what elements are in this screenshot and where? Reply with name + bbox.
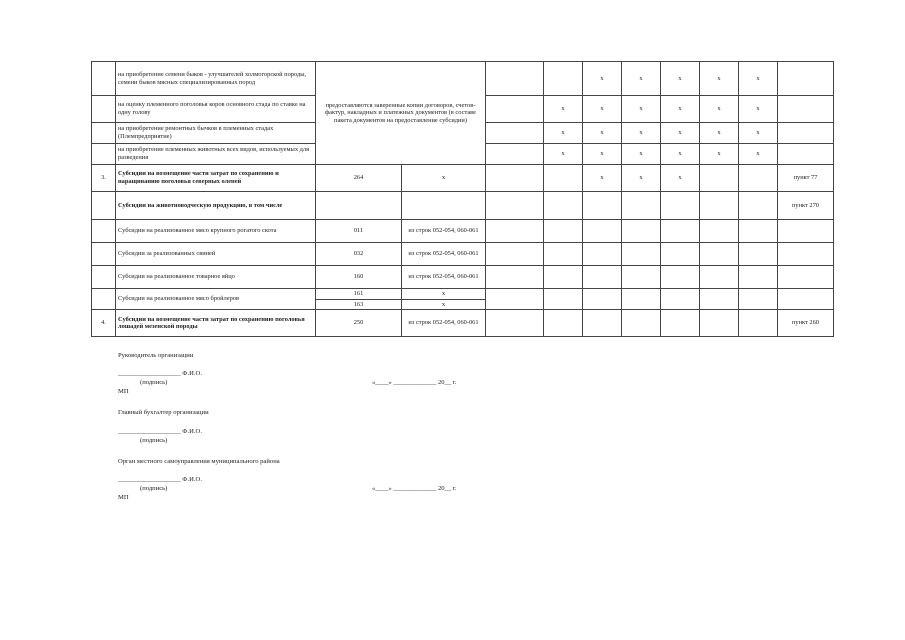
table-row — [92, 165, 834, 192]
table-row — [92, 289, 834, 300]
row-number — [92, 123, 116, 144]
table-row — [92, 243, 834, 266]
cross-mark: х — [661, 62, 700, 96]
row-note: пункт 270 — [778, 192, 834, 220]
head-title: Руководитель организации — [118, 352, 194, 359]
cross-mark: х — [661, 123, 700, 144]
cross-mark: х — [583, 62, 622, 96]
cross-mark: х — [661, 96, 700, 123]
row-code: 160 — [316, 266, 402, 289]
row-number — [92, 243, 116, 266]
municipal-date-line: «____» _____________ 20__ г. — [372, 485, 457, 492]
cross-mark: х — [583, 96, 622, 123]
row-name: Субсидии на возмещение части затрат по сохранению поголовья лошадей мезенской породы — [116, 310, 316, 337]
municipal-mp: МП — [118, 494, 129, 501]
accountant-title: Главный бухгалтер организации — [118, 409, 209, 416]
row-number — [92, 144, 116, 165]
row-name: Субсидии на реализованное товарное яйцо — [116, 266, 316, 289]
row-ref: из строк 052-054, 060-061 — [402, 220, 486, 243]
cross-mark: х — [583, 144, 622, 165]
row-number — [92, 266, 116, 289]
row-code: 264 — [316, 165, 402, 192]
table-row — [92, 192, 834, 220]
table-row — [92, 310, 834, 337]
row-name: на оценку племенного поголовья коров основного стада по ставке на одну голову — [116, 96, 316, 123]
cross-mark: х — [583, 165, 622, 192]
row-number — [92, 192, 116, 220]
head-mp: МП — [118, 388, 129, 395]
row-ref: х — [402, 289, 486, 300]
row-ref: х — [402, 299, 486, 310]
cross-mark: х — [739, 123, 778, 144]
cross-mark: х — [661, 165, 700, 192]
row-name: Субсидии на реализованное мясо бройлеров — [116, 289, 316, 310]
row-name: на приобретение ремонтных бычков в племенных стадах (Племпредприятие) — [116, 123, 316, 144]
row-number: 4. — [92, 310, 116, 337]
row-code: 161 — [316, 289, 402, 300]
cross-mark: х — [739, 96, 778, 123]
row-number — [92, 96, 116, 123]
accountant-sign-line: ___________________ Ф.И.О. — [118, 428, 202, 435]
row-ref: из строк 052-054, 060-061 — [402, 243, 486, 266]
cross-mark: х — [544, 144, 583, 165]
row-ref: х — [402, 165, 486, 192]
row-code: 011 — [316, 220, 402, 243]
row-note: пункт 260 — [778, 310, 834, 337]
cross-mark: х — [544, 123, 583, 144]
cross-mark: х — [700, 123, 739, 144]
cross-mark: х — [622, 123, 661, 144]
cross-mark: х — [700, 96, 739, 123]
cross-mark: х — [622, 62, 661, 96]
table-row — [92, 220, 834, 243]
row-ref: из строк 052-054, 060-061 — [402, 266, 486, 289]
head-sign-line: ___________________ Ф.И.О. — [118, 370, 202, 377]
row-ref: из строк 052-054, 060-061 — [402, 310, 486, 337]
row-note: пункт 77 — [778, 165, 834, 192]
row-name: Субсидии на животноводческую продукцию, в том числе — [116, 192, 316, 220]
cross-mark: х — [622, 144, 661, 165]
row-number — [92, 220, 116, 243]
row-code: 032 — [316, 243, 402, 266]
cross-mark: х — [739, 144, 778, 165]
cross-mark: х — [739, 62, 778, 96]
municipal-sign-caption: (подпись) — [140, 485, 168, 492]
subsidy-table — [91, 61, 834, 337]
table-row — [92, 62, 834, 96]
cross-mark: х — [661, 144, 700, 165]
cross-mark: х — [583, 123, 622, 144]
cross-mark: х — [700, 144, 739, 165]
row-code: 250 — [316, 310, 402, 337]
row-name: Субсидии на реализованное мясо крупного рогатого скота — [116, 220, 316, 243]
table-row — [92, 266, 834, 289]
shared-note: предоставляются заверенные копии договоров, счетов-фактур, накладных и платежных документов (в составе пакета документов на предоставление субсидии) — [316, 62, 486, 165]
row-name: на приобретение семени быков - улучшателей холмогорской породы, семени быков мясных специализированных пород — [116, 62, 316, 96]
cross-mark: х — [544, 96, 583, 123]
cross-mark: х — [700, 62, 739, 96]
row-name: Субсидии за реализованных свиней — [116, 243, 316, 266]
head-sign-caption: (подпись) — [140, 379, 168, 386]
row-code: 163 — [316, 299, 402, 310]
row-number — [92, 289, 116, 310]
row-name: Субсидии на возмещение части затрат по сохранению и наращиванию поголовья северных оленей — [116, 165, 316, 192]
cross-mark: х — [622, 165, 661, 192]
municipal-sign-line: ___________________ Ф.И.О. — [118, 476, 202, 483]
row-number: 3. — [92, 165, 116, 192]
municipal-title: Орган местного самоуправления муниципального района — [118, 458, 280, 465]
row-number — [92, 62, 116, 96]
row-name: на приобретение племенных животных всех видов, используемых для разведения — [116, 144, 316, 165]
cross-mark: х — [622, 96, 661, 123]
accountant-sign-caption: (подпись) — [140, 437, 168, 444]
head-date-line: «____» _____________ 20__ г. — [372, 379, 457, 386]
